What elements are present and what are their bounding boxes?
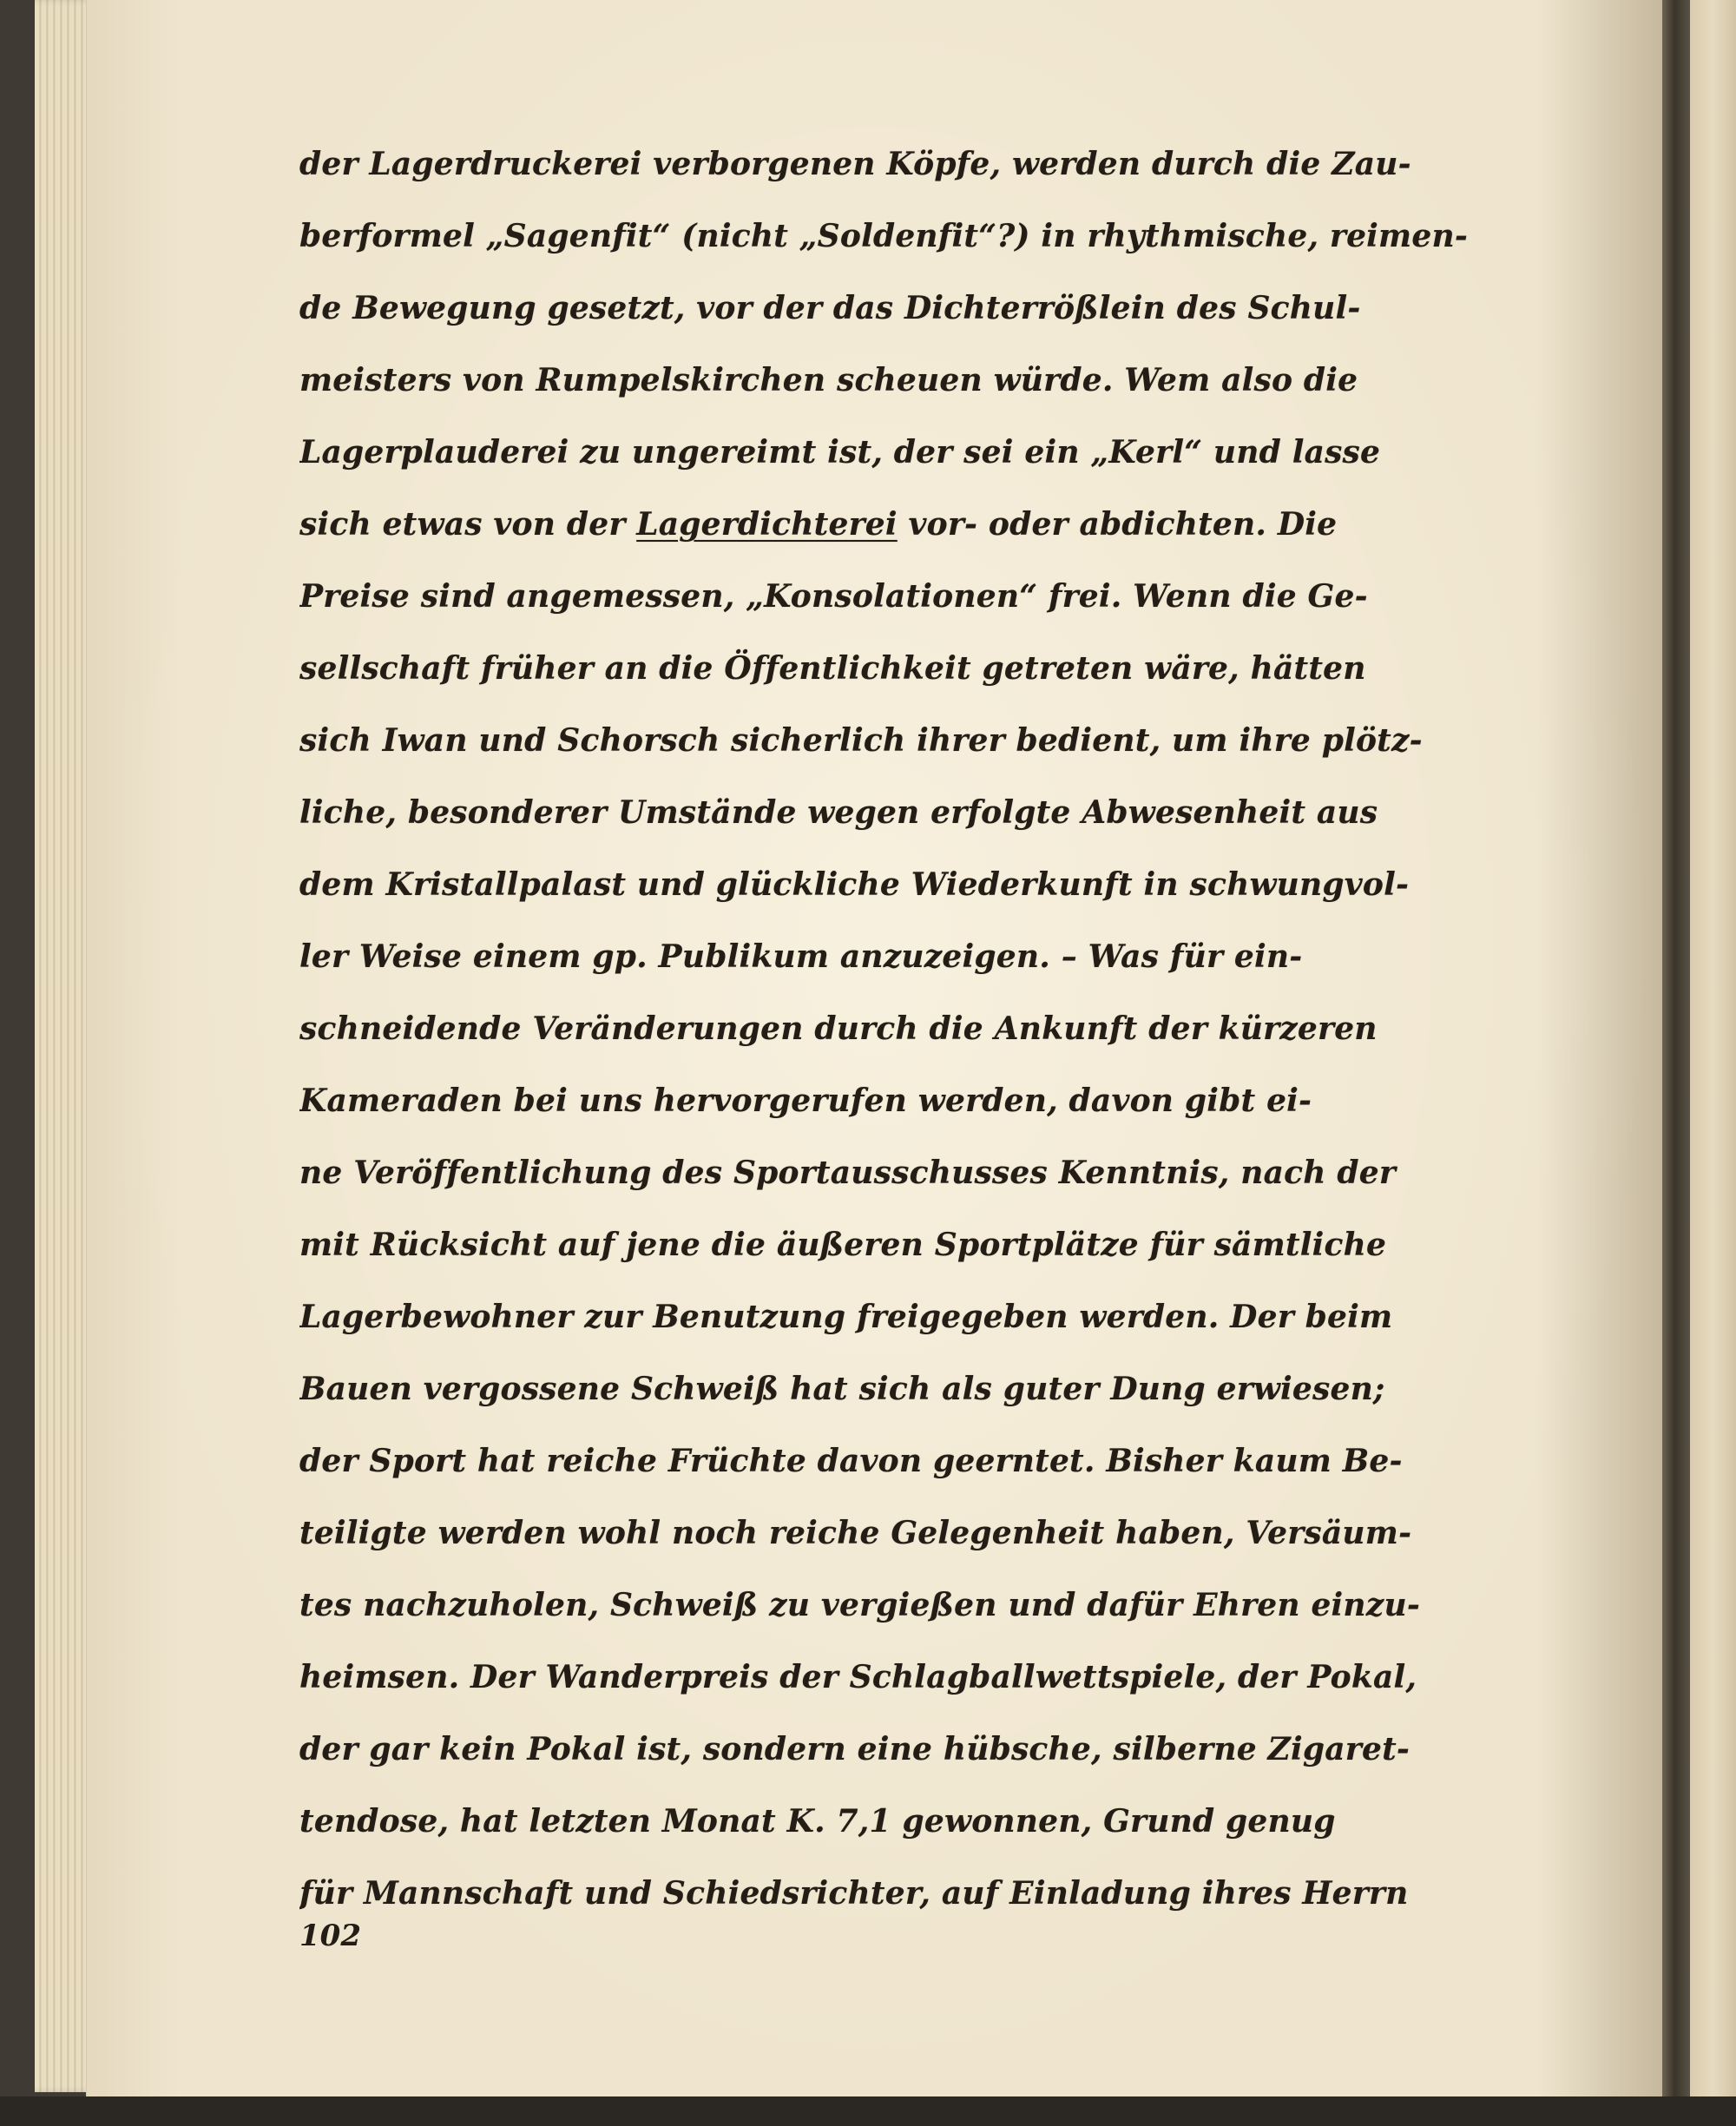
text-line-17: Lagerbewohner zur Benutzung freigegeben werden. Der beim <box>299 1299 1393 1335</box>
text-line-21: tes nachzuholen, Schweiß zu vergießen und dafür Ehren einzu- <box>299 1587 1420 1623</box>
text-line-9: sich Iwan und Schorsch sicherlich ihrer bedient, um ihre plötz- <box>299 722 1423 759</box>
text-line-16: mit Rücksicht auf jene die äußeren Sportplätze für sämtliche <box>299 1227 1387 1263</box>
text-line-3: de Bewegung gesetzt, vor der das Dichterrößlein des Schul- <box>299 290 1361 326</box>
text-line-8: sellschaft früher an die Öffentlichkeit getreten wäre, hätten <box>299 650 1366 687</box>
text-line-22: heimsen. Der Wanderpreis der Schlagballwettspiele, der Pokal, <box>299 1659 1417 1695</box>
text-line-20: teiligte werden wohl noch reiche Gelegenheit haben, Versäum- <box>299 1515 1412 1551</box>
book-gutter <box>1662 0 1690 2110</box>
text-line-5: Lagerplauderei zu ungereimt ist, der sei ein „Kerl“ und lasse <box>299 434 1381 471</box>
facing-page-edge <box>1690 0 1736 2126</box>
text-line-18: Bauen vergossene Schweiß hat sich als guter Dung erwiesen; <box>299 1371 1385 1407</box>
text-line-2: berformel „Sagenfit“ (nicht „Soldenfit“?) in rhythmische, reimen- <box>299 218 1468 254</box>
text-line-25: für Mannschaft und Schiedsrichter, auf Einladung ihres Herrn <box>299 1875 1409 1912</box>
bottom-shadow <box>0 2096 1736 2126</box>
text-line-10: liche, besonderer Umstände wegen erfolgte Abwesenheit aus <box>299 794 1378 831</box>
text-line-7: Preise sind angemessen, „Konsolationen“ frei. Wenn die Ge- <box>299 578 1368 615</box>
text-line-13: schneidende Veränderungen durch die Ankunft der kürzeren <box>299 1010 1378 1047</box>
text-line-15: ne Veröffentlichung des Sportausschusses Kenntnis, nach der <box>299 1155 1397 1191</box>
text-line-4: meisters von Rumpelskirchen scheuen würde. Wem also die <box>299 362 1358 398</box>
text-line-11: dem Kristallpalast und glückliche Wiederkunft in schwungvol- <box>299 866 1410 903</box>
underlined-word: Lagerdichterei <box>636 506 898 543</box>
text-line-1: der Lagerdruckerei verborgenen Köpfe, werden durch die Zau- <box>299 146 1411 182</box>
handwritten-text <box>299 128 1523 1930</box>
text-line-19: der Sport hat reiche Früchte davon geerntet. Bisher kaum Be- <box>299 1443 1403 1479</box>
text-line-24: tendose, hat letzten Monat K. 7,1 gewonnen, Grund genug <box>299 1803 1336 1840</box>
text-line-6 <box>299 489 1523 561</box>
text-line-12: ler Weise einem gp. Publikum anzuzeigen. – Was für ein- <box>299 938 1303 975</box>
text-line-23: der gar kein Pokal ist, sondern eine hübsche, silberne Zigaret- <box>299 1731 1410 1767</box>
page-number: 102 <box>299 1919 361 1953</box>
text-line-14: Kameraden bei uns hervorgerufen werden, davon gibt ei- <box>299 1083 1312 1119</box>
text-line-6-end: vor- oder abdichten. Die <box>897 506 1338 543</box>
text-line-6-start: sich etwas von der <box>299 506 637 543</box>
